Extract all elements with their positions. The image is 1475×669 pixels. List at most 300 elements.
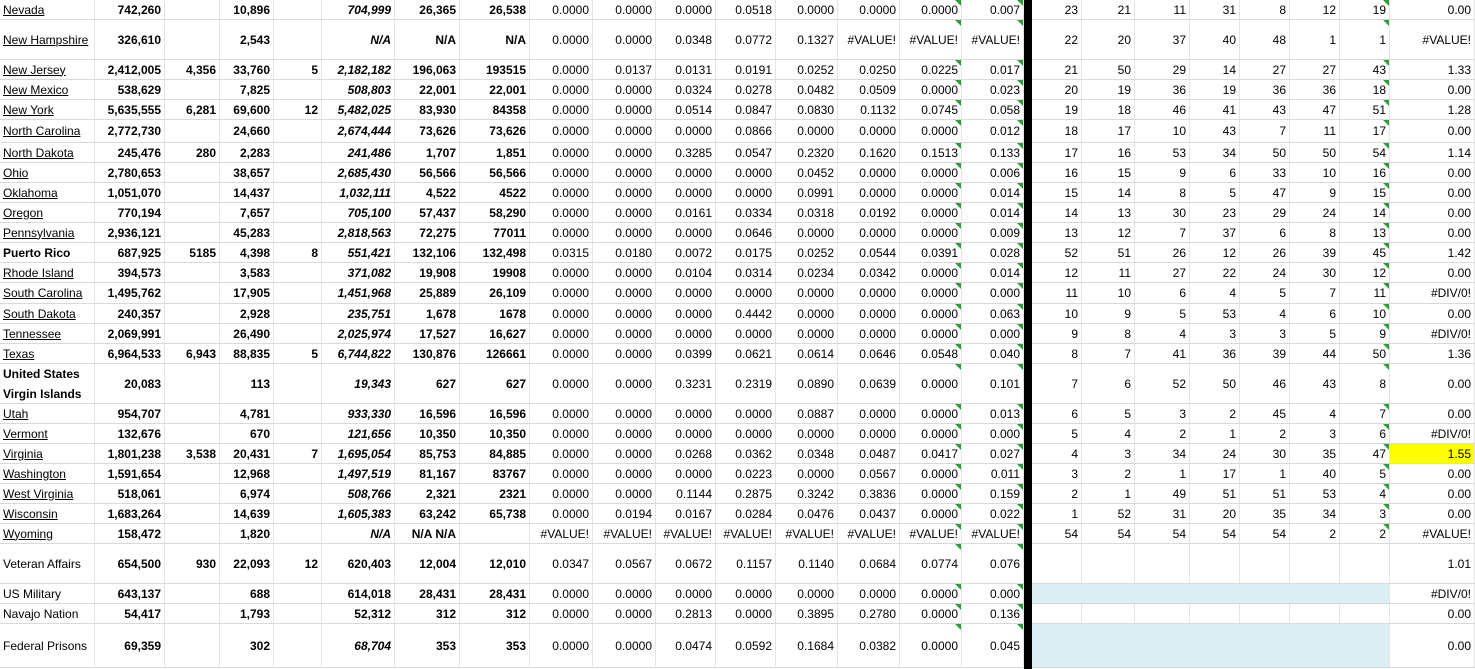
- data-cell[interactable]: [165, 404, 220, 423]
- data-cell[interactable]: [274, 364, 322, 403]
- data-cell[interactable]: [165, 263, 220, 282]
- data-cell[interactable]: 326,610: [95, 20, 165, 59]
- ratio-cell[interactable]: 0.0518: [716, 0, 776, 19]
- ratio-cell[interactable]: 0.0000: [593, 20, 656, 59]
- data-cell[interactable]: [165, 424, 220, 443]
- data-cell[interactable]: 113: [220, 364, 274, 403]
- data-cell[interactable]: 2,772,730: [95, 120, 165, 142]
- ratio-cell[interactable]: 0.0000: [716, 163, 776, 182]
- ratio-cell[interactable]: 0.0000: [656, 424, 716, 443]
- ratio-cell[interactable]: 0.0000: [838, 183, 900, 202]
- ratio-cell[interactable]: 0.0000: [530, 504, 593, 523]
- rank-cell[interactable]: 15: [1032, 183, 1082, 202]
- rank-cell[interactable]: 39: [1240, 344, 1290, 363]
- data-cell[interactable]: [165, 120, 220, 142]
- total-cell[interactable]: 0.014: [962, 263, 1024, 282]
- data-cell[interactable]: 4,398: [220, 243, 274, 262]
- ratio-cell[interactable]: 0.0000: [530, 604, 593, 623]
- data-cell[interactable]: 24,660: [220, 120, 274, 142]
- total-cell[interactable]: 0.017: [962, 60, 1024, 79]
- rank-cell[interactable]: 36: [1135, 80, 1190, 99]
- ratio-cell[interactable]: 0.0324: [656, 80, 716, 99]
- data-cell[interactable]: 643,137: [95, 584, 165, 603]
- data-cell[interactable]: 312: [395, 604, 460, 623]
- total-cell[interactable]: 0.014: [962, 183, 1024, 202]
- data-cell[interactable]: 126661: [460, 344, 530, 363]
- ratio-cell[interactable]: 0.0000: [900, 183, 962, 202]
- data-cell[interactable]: 2,928: [220, 304, 274, 323]
- rank-cell[interactable]: 9: [1135, 163, 1190, 182]
- row-label[interactable]: Nevada: [0, 0, 95, 19]
- data-cell[interactable]: 12,010: [460, 544, 530, 583]
- row-label[interactable]: Washington: [0, 464, 95, 483]
- ratio-cell[interactable]: 0.0399: [656, 344, 716, 363]
- ratio-cell[interactable]: 0.0000: [530, 80, 593, 99]
- data-cell[interactable]: 2,412,005: [95, 60, 165, 79]
- ratio-cell[interactable]: 0.0476: [776, 504, 838, 523]
- ratio-cell[interactable]: 0.0180: [593, 243, 656, 262]
- rank-cell[interactable]: 7: [1082, 344, 1135, 363]
- ratio-cell[interactable]: 0.0890: [776, 364, 838, 403]
- ratio-cell[interactable]: #VALUE!: [900, 524, 962, 543]
- rank-cell[interactable]: 12: [1290, 0, 1340, 19]
- rank-cell[interactable]: 16: [1082, 143, 1135, 162]
- data-cell[interactable]: 518,061: [95, 484, 165, 503]
- ratio-cell[interactable]: 0.0000: [530, 60, 593, 79]
- ratio-cell[interactable]: 0.0000: [900, 283, 962, 303]
- data-cell[interactable]: 1678: [460, 304, 530, 323]
- rank-cell[interactable]: 19: [1340, 0, 1390, 19]
- ratio-cell[interactable]: 0.3242: [776, 484, 838, 503]
- rank-cell[interactable]: 19: [1082, 80, 1135, 99]
- data-cell[interactable]: 2,818,563: [322, 223, 395, 242]
- rank-cell[interactable]: 24: [1190, 444, 1240, 463]
- total-cell[interactable]: 0.133: [962, 143, 1024, 162]
- rank-cell[interactable]: 47: [1340, 444, 1390, 463]
- ratio-cell[interactable]: 0.0000: [900, 424, 962, 443]
- ratio-cell[interactable]: 0.0000: [530, 324, 593, 343]
- data-cell[interactable]: 10,896: [220, 0, 274, 19]
- data-cell[interactable]: [274, 424, 322, 443]
- data-cell[interactable]: 5,482,025: [322, 100, 395, 119]
- row-label[interactable]: Puerto Rico: [0, 243, 95, 262]
- rank-cell[interactable]: 3: [1290, 424, 1340, 443]
- rank-cell[interactable]: 11: [1082, 263, 1135, 282]
- rank-cell[interactable]: 9: [1290, 183, 1340, 202]
- rank-cell[interactable]: 4: [1290, 404, 1340, 423]
- data-cell[interactable]: 6,974: [220, 484, 274, 503]
- ratio-cell[interactable]: #VALUE!: [593, 524, 656, 543]
- rank-cell[interactable]: 26: [1135, 243, 1190, 262]
- row-label[interactable]: West Virginia: [0, 484, 95, 503]
- rank-cell[interactable]: 4: [1240, 304, 1290, 323]
- data-cell[interactable]: [274, 143, 322, 162]
- data-cell[interactable]: [165, 203, 220, 222]
- rank-cell[interactable]: 1: [1340, 20, 1390, 59]
- data-cell[interactable]: [165, 163, 220, 182]
- rank-cell[interactable]: 5: [1082, 404, 1135, 423]
- ratio-cell[interactable]: 0.0614: [776, 344, 838, 363]
- ratio-cell[interactable]: 0.0621: [716, 344, 776, 363]
- rank-cell[interactable]: 5: [1190, 183, 1240, 202]
- ratio-cell[interactable]: 0.0000: [900, 304, 962, 323]
- rank-cell[interactable]: 13: [1340, 223, 1390, 242]
- rank-cell[interactable]: 29: [1240, 203, 1290, 222]
- data-cell[interactable]: [274, 183, 322, 202]
- rank-cell[interactable]: 21: [1082, 0, 1135, 19]
- data-cell[interactable]: 1,591,654: [95, 464, 165, 483]
- total-cell[interactable]: 0.063: [962, 304, 1024, 323]
- index-cell[interactable]: 0.00: [1390, 504, 1475, 523]
- rank-cell[interactable]: 3: [1340, 504, 1390, 523]
- data-cell[interactable]: 63,242: [395, 504, 460, 523]
- rank-cell[interactable]: 8: [1290, 223, 1340, 242]
- data-cell[interactable]: 20,431: [220, 444, 274, 463]
- rank-cell[interactable]: 39: [1290, 243, 1340, 262]
- data-cell[interactable]: 240,357: [95, 304, 165, 323]
- data-cell[interactable]: 1,801,238: [95, 444, 165, 463]
- data-cell[interactable]: 1,495,762: [95, 283, 165, 303]
- ratio-cell[interactable]: 0.0000: [900, 0, 962, 19]
- row-label[interactable]: Oklahoma: [0, 183, 95, 202]
- ratio-cell[interactable]: 0.0000: [593, 444, 656, 463]
- data-cell[interactable]: 1,707: [395, 143, 460, 162]
- ratio-cell[interactable]: 0.0000: [656, 223, 716, 242]
- rank-cell[interactable]: 3: [1240, 324, 1290, 343]
- data-cell[interactable]: 7,825: [220, 80, 274, 99]
- index-cell[interactable]: 0.00: [1390, 163, 1475, 182]
- ratio-cell[interactable]: 0.0000: [900, 604, 962, 623]
- index-cell[interactable]: 0.00: [1390, 364, 1475, 403]
- data-cell[interactable]: 5185: [165, 243, 220, 262]
- rank-cell[interactable]: 54: [1340, 143, 1390, 162]
- rank-cell[interactable]: 4: [1135, 324, 1190, 343]
- rank-cell[interactable]: 18: [1032, 120, 1082, 142]
- data-cell[interactable]: 1,032,111: [322, 183, 395, 202]
- rank-cell[interactable]: 17: [1032, 143, 1082, 162]
- data-cell[interactable]: 83,930: [395, 100, 460, 119]
- rank-cell[interactable]: 30: [1290, 263, 1340, 282]
- data-cell[interactable]: 83767: [460, 464, 530, 483]
- data-cell[interactable]: 3,538: [165, 444, 220, 463]
- data-cell[interactable]: 2,069,991: [95, 324, 165, 343]
- rank-cell[interactable]: 52: [1082, 504, 1135, 523]
- rank-cell[interactable]: 23: [1190, 203, 1240, 222]
- data-cell[interactable]: [274, 203, 322, 222]
- ratio-cell[interactable]: 0.0000: [900, 584, 962, 603]
- rank-cell[interactable]: 2: [1032, 484, 1082, 503]
- total-cell[interactable]: 0.011: [962, 464, 1024, 483]
- ratio-cell[interactable]: 0.0547: [716, 143, 776, 162]
- rank-cell[interactable]: 14: [1032, 203, 1082, 222]
- rank-cell[interactable]: 54: [1082, 524, 1135, 543]
- ratio-cell[interactable]: 0.0000: [530, 444, 593, 463]
- ratio-cell[interactable]: 0.0000: [838, 304, 900, 323]
- data-cell[interactable]: [165, 364, 220, 403]
- rank-cell[interactable]: 12: [1190, 243, 1240, 262]
- ratio-cell[interactable]: 0.0772: [716, 20, 776, 59]
- data-cell[interactable]: 5,635,555: [95, 100, 165, 119]
- data-cell[interactable]: 394,573: [95, 263, 165, 282]
- total-cell[interactable]: 0.136: [962, 604, 1024, 623]
- rank-cell[interactable]: 10: [1135, 120, 1190, 142]
- rank-cell[interactable]: [1190, 604, 1240, 623]
- ratio-cell[interactable]: #VALUE!: [900, 20, 962, 59]
- ratio-cell[interactable]: 0.0318: [776, 203, 838, 222]
- rank-cell[interactable]: 12: [1082, 223, 1135, 242]
- rank-cell[interactable]: 10: [1082, 283, 1135, 303]
- ratio-cell[interactable]: 0.2813: [656, 604, 716, 623]
- rank-cell[interactable]: 10: [1032, 304, 1082, 323]
- index-cell[interactable]: 0.00: [1390, 484, 1475, 503]
- ratio-cell[interactable]: 0.0000: [593, 404, 656, 423]
- row-label[interactable]: Veteran Affairs: [0, 544, 95, 583]
- rank-cell[interactable]: 45: [1240, 404, 1290, 423]
- rank-cell[interactable]: 17: [1082, 120, 1135, 142]
- ratio-cell[interactable]: 0.0548: [900, 344, 962, 363]
- rank-cell[interactable]: 17: [1340, 120, 1390, 142]
- rank-cell[interactable]: [1135, 604, 1190, 623]
- ratio-cell[interactable]: 0.0225: [900, 60, 962, 79]
- ratio-cell[interactable]: 0.0417: [900, 444, 962, 463]
- rank-cell[interactable]: 6: [1135, 283, 1190, 303]
- rank-cell[interactable]: 5: [1340, 464, 1390, 483]
- rank-cell[interactable]: 51: [1340, 100, 1390, 119]
- ratio-cell[interactable]: 0.0000: [530, 344, 593, 363]
- rank-cell[interactable]: 2: [1082, 464, 1135, 483]
- rank-cell[interactable]: 4: [1190, 283, 1240, 303]
- data-cell[interactable]: 2,283: [220, 143, 274, 162]
- rank-cell[interactable]: 41: [1135, 344, 1190, 363]
- ratio-cell[interactable]: 0.1157: [716, 544, 776, 583]
- data-cell[interactable]: 52,312: [322, 604, 395, 623]
- row-label[interactable]: New Hampshire: [0, 20, 95, 59]
- ratio-cell[interactable]: 0.0745: [900, 100, 962, 119]
- data-cell[interactable]: [274, 324, 322, 343]
- rank-cell[interactable]: 6: [1190, 163, 1240, 182]
- rank-cell[interactable]: 18: [1082, 100, 1135, 119]
- data-cell[interactable]: 302: [220, 624, 274, 667]
- data-cell[interactable]: 28,431: [460, 584, 530, 603]
- rank-cell[interactable]: 7: [1340, 404, 1390, 423]
- ratio-cell[interactable]: 0.0000: [593, 283, 656, 303]
- row-label[interactable]: New York: [0, 100, 95, 119]
- ratio-cell[interactable]: 0.0000: [593, 223, 656, 242]
- data-cell[interactable]: 1,451,968: [322, 283, 395, 303]
- row-label[interactable]: United States Virgin Islands: [0, 364, 95, 403]
- ratio-cell[interactable]: 0.0191: [716, 60, 776, 79]
- data-cell[interactable]: N/A: [395, 20, 460, 59]
- data-cell[interactable]: 72,275: [395, 223, 460, 242]
- ratio-cell[interactable]: 0.1144: [656, 484, 716, 503]
- rank-cell[interactable]: 40: [1290, 464, 1340, 483]
- data-cell[interactable]: 3,583: [220, 263, 274, 282]
- ratio-cell[interactable]: 0.0000: [900, 464, 962, 483]
- ratio-cell[interactable]: 0.0866: [716, 120, 776, 142]
- data-cell[interactable]: 193515: [460, 60, 530, 79]
- ratio-cell[interactable]: 0.0592: [716, 624, 776, 667]
- total-cell[interactable]: 0.028: [962, 243, 1024, 262]
- data-cell[interactable]: 620,403: [322, 544, 395, 583]
- ratio-cell[interactable]: 0.0000: [656, 0, 716, 19]
- ratio-cell[interactable]: 0.0175: [716, 243, 776, 262]
- total-cell[interactable]: 0.012: [962, 120, 1024, 142]
- ratio-cell[interactable]: 0.0000: [838, 0, 900, 19]
- data-cell[interactable]: N/A N/A: [395, 524, 460, 543]
- rank-cell[interactable]: 49: [1135, 484, 1190, 503]
- data-cell[interactable]: N/A: [322, 524, 395, 543]
- data-cell[interactable]: 614,018: [322, 584, 395, 603]
- data-cell[interactable]: 551,421: [322, 243, 395, 262]
- ratio-cell[interactable]: 0.1684: [776, 624, 838, 667]
- rank-cell[interactable]: 5: [1135, 304, 1190, 323]
- rank-cell[interactable]: 37: [1190, 223, 1240, 242]
- total-cell[interactable]: 0.159: [962, 484, 1024, 503]
- ratio-cell[interactable]: 0.1140: [776, 544, 838, 583]
- data-cell[interactable]: [165, 283, 220, 303]
- data-cell[interactable]: 508,803: [322, 80, 395, 99]
- ratio-cell[interactable]: 0.0000: [838, 324, 900, 343]
- row-label[interactable]: Wyoming: [0, 524, 95, 543]
- data-cell[interactable]: 1,605,383: [322, 504, 395, 523]
- rank-cell[interactable]: 50: [1082, 60, 1135, 79]
- data-cell[interactable]: 2,543: [220, 20, 274, 59]
- rank-cell[interactable]: 9: [1340, 324, 1390, 343]
- rank-cell[interactable]: 5: [1032, 424, 1082, 443]
- row-label[interactable]: Navajo Nation: [0, 604, 95, 623]
- row-label[interactable]: Oregon: [0, 203, 95, 222]
- ratio-cell[interactable]: 0.2875: [716, 484, 776, 503]
- ratio-cell[interactable]: #VALUE!: [656, 524, 716, 543]
- data-cell[interactable]: 12: [274, 100, 322, 119]
- rank-cell[interactable]: 4: [1032, 444, 1082, 463]
- rank-cell[interactable]: 33: [1240, 163, 1290, 182]
- data-cell[interactable]: 88,835: [220, 344, 274, 363]
- ratio-cell[interactable]: 0.0887: [776, 404, 838, 423]
- ratio-cell[interactable]: #VALUE!: [776, 524, 838, 543]
- data-cell[interactable]: 353: [460, 624, 530, 667]
- ratio-cell[interactable]: 0.0000: [776, 120, 838, 142]
- ratio-cell[interactable]: 0.0000: [593, 304, 656, 323]
- ratio-cell[interactable]: 0.0830: [776, 100, 838, 119]
- data-cell[interactable]: 930: [165, 544, 220, 583]
- ratio-cell[interactable]: 0.0000: [530, 283, 593, 303]
- ratio-cell[interactable]: 0.0000: [593, 100, 656, 119]
- ratio-cell[interactable]: 0.0348: [776, 444, 838, 463]
- rank-cell[interactable]: 53: [1290, 484, 1340, 503]
- ratio-cell[interactable]: 0.0167: [656, 504, 716, 523]
- data-cell[interactable]: 84,885: [460, 444, 530, 463]
- rank-cell[interactable]: 6: [1290, 304, 1340, 323]
- data-cell[interactable]: 5: [274, 344, 322, 363]
- index-cell[interactable]: #VALUE!: [1390, 524, 1475, 543]
- rank-cell[interactable]: 10: [1340, 304, 1390, 323]
- data-cell[interactable]: 688: [220, 584, 274, 603]
- rank-cell[interactable]: 27: [1290, 60, 1340, 79]
- ratio-cell[interactable]: 0.0362: [716, 444, 776, 463]
- ratio-cell[interactable]: 0.0268: [656, 444, 716, 463]
- ratio-cell[interactable]: 0.0000: [900, 404, 962, 423]
- data-cell[interactable]: [274, 80, 322, 99]
- ratio-cell[interactable]: 0.0000: [776, 304, 838, 323]
- total-cell[interactable]: 0.023: [962, 80, 1024, 99]
- index-cell[interactable]: #VALUE!: [1390, 20, 1475, 59]
- data-cell[interactable]: 2,025,974: [322, 324, 395, 343]
- rank-cell[interactable]: 53: [1190, 304, 1240, 323]
- ratio-cell[interactable]: 0.0000: [593, 143, 656, 162]
- ratio-cell[interactable]: 0.0000: [900, 120, 962, 142]
- row-label[interactable]: South Carolina: [0, 283, 95, 303]
- data-cell[interactable]: 1,851: [460, 143, 530, 162]
- rank-cell[interactable]: 5: [1290, 324, 1340, 343]
- index-cell[interactable]: 0.00: [1390, 120, 1475, 142]
- rank-cell[interactable]: 6: [1032, 404, 1082, 423]
- ratio-cell[interactable]: 0.0278: [716, 80, 776, 99]
- data-cell[interactable]: 56,566: [395, 163, 460, 182]
- rank-cell[interactable]: 3: [1032, 464, 1082, 483]
- rank-cell[interactable]: 44: [1290, 344, 1340, 363]
- ratio-cell[interactable]: 0.3895: [776, 604, 838, 623]
- ratio-cell[interactable]: 0.0000: [656, 584, 716, 603]
- data-cell[interactable]: 654,500: [95, 544, 165, 583]
- rank-cell[interactable]: 50: [1290, 143, 1340, 162]
- data-cell[interactable]: 132,676: [95, 424, 165, 443]
- ratio-cell[interactable]: 0.0000: [838, 163, 900, 182]
- data-cell[interactable]: N/A: [322, 20, 395, 59]
- data-cell[interactable]: 19908: [460, 263, 530, 282]
- ratio-cell[interactable]: 0.0000: [716, 404, 776, 423]
- data-cell[interactable]: 312: [460, 604, 530, 623]
- row-label[interactable]: Ohio: [0, 163, 95, 182]
- data-cell[interactable]: 687,925: [95, 243, 165, 262]
- data-cell[interactable]: 12,004: [395, 544, 460, 583]
- data-cell[interactable]: [165, 183, 220, 202]
- total-cell[interactable]: 0.022: [962, 504, 1024, 523]
- rank-cell[interactable]: [1032, 544, 1082, 583]
- ratio-cell[interactable]: 0.0000: [593, 624, 656, 667]
- row-label[interactable]: North Dakota: [0, 143, 95, 162]
- rank-cell[interactable]: 12: [1340, 263, 1390, 282]
- data-cell[interactable]: 84358: [460, 100, 530, 119]
- data-cell[interactable]: 33,760: [220, 60, 274, 79]
- rank-cell[interactable]: 36: [1290, 80, 1340, 99]
- row-label[interactable]: Texas: [0, 344, 95, 363]
- data-cell[interactable]: 16,596: [460, 404, 530, 423]
- ratio-cell[interactable]: 0.0000: [530, 0, 593, 19]
- ratio-cell[interactable]: 0.0000: [530, 624, 593, 667]
- rank-cell[interactable]: 7: [1290, 283, 1340, 303]
- ratio-cell[interactable]: 0.2320: [776, 143, 838, 162]
- data-cell[interactable]: 73,626: [395, 120, 460, 142]
- data-cell[interactable]: 28,431: [395, 584, 460, 603]
- ratio-cell[interactable]: 0.0000: [530, 364, 593, 403]
- rank-cell[interactable]: [1290, 604, 1340, 623]
- ratio-cell[interactable]: 0.0000: [530, 203, 593, 222]
- data-cell[interactable]: [165, 324, 220, 343]
- ratio-cell[interactable]: 0.0000: [900, 163, 962, 182]
- rank-cell[interactable]: 46: [1240, 364, 1290, 403]
- data-cell[interactable]: 742,260: [95, 0, 165, 19]
- rank-cell[interactable]: 8: [1032, 344, 1082, 363]
- data-cell[interactable]: 241,486: [322, 143, 395, 162]
- rank-cell[interactable]: 1: [1240, 464, 1290, 483]
- ratio-cell[interactable]: 0.0000: [593, 163, 656, 182]
- ratio-cell[interactable]: 0.0000: [593, 120, 656, 142]
- data-cell[interactable]: 4,522: [395, 183, 460, 202]
- data-cell[interactable]: [274, 624, 322, 667]
- ratio-cell[interactable]: 0.0000: [593, 604, 656, 623]
- ratio-cell[interactable]: 0.0000: [530, 163, 593, 182]
